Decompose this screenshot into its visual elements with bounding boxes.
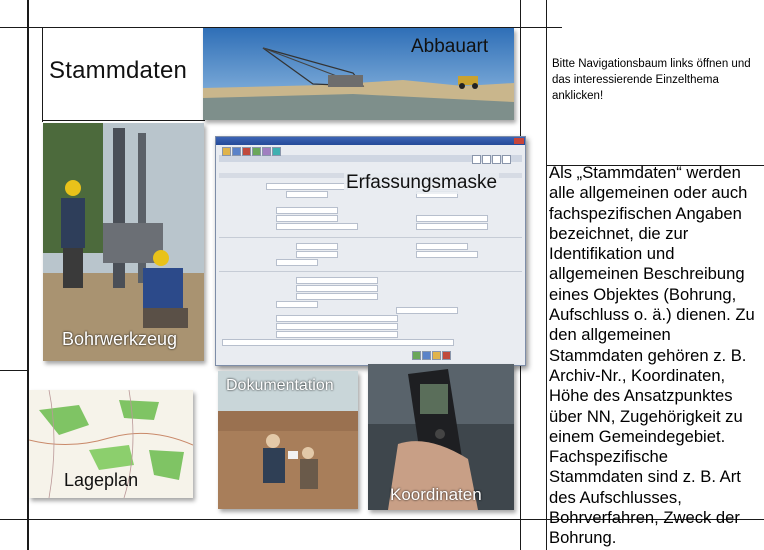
tile-label-dokumentation: Dokumentation (226, 377, 334, 394)
bohrwerkzeug-photo (43, 123, 204, 361)
globe-icon (272, 147, 281, 156)
form-field (276, 259, 318, 266)
form-field (416, 251, 478, 258)
form-field (416, 243, 468, 250)
description-text: Als „Stammdaten“ werden alle allgemeinen oder auch fachspezifischen Angaben bezeichnet, die zur Identifikation und allgemeinen Beschreibung eines Objektes (Bohrung, Aufschluss o. ä.) dienen. Zu den allgemeinen Stammdaten gehören z. B. Archiv-Nr., Koordinaten, Höhe des Ansatzpunktes über NN, Zugehörigkeit zu einem Gemeindegebiet. Fachspezifische Stammdaten sind z. B. Art des Aufschlusses, Bohrverfahren, Zweck der Bohrung. (549, 163, 755, 548)
tile-label-lageplan: Lageplan (64, 470, 139, 490)
form-field (296, 251, 338, 258)
form-field (296, 243, 338, 250)
folder-icon (432, 351, 441, 360)
tile-bohrwerkzeug[interactable] (43, 123, 204, 361)
form-divider (219, 271, 522, 272)
page-title: Stammdaten (49, 57, 188, 84)
form-field (296, 285, 378, 292)
check-icon (412, 351, 421, 360)
grid-line (0, 370, 28, 371)
form-field (222, 339, 454, 346)
form-field (276, 215, 338, 222)
form-field (416, 223, 488, 230)
save-icon (232, 147, 241, 156)
form-field (276, 207, 338, 214)
grid-line (42, 120, 205, 121)
tile-abbauart[interactable] (203, 28, 514, 120)
tile-erfassungsmaske[interactable] (215, 136, 526, 366)
form-field (276, 331, 398, 338)
tile-koordinaten[interactable] (368, 364, 514, 510)
save-icon (422, 351, 431, 360)
nav-prev-icon (482, 155, 491, 164)
chart-icon (262, 147, 271, 156)
grid-line (546, 0, 547, 550)
tile-label-bohrwerkzeug: Bohrwerkzeug (62, 329, 178, 349)
map-icon (252, 147, 261, 156)
form-field (276, 301, 318, 308)
form-field (286, 191, 328, 198)
tile-dokumentation[interactable] (218, 371, 358, 509)
navigation-hint: Bitte Navigationsbaum links öffnen und das interessierende Einzelthema anklicken! (552, 58, 751, 102)
form-window-titlebar (216, 137, 525, 145)
grid-line (42, 27, 43, 122)
form-field (396, 307, 458, 314)
tile-label-abbauart: Abbauart (411, 36, 489, 57)
folder-icon (222, 147, 231, 156)
form-field (266, 183, 348, 190)
form-field (276, 315, 398, 322)
nav-next-icon (492, 155, 501, 164)
tile-label-erfassungsmaske: Erfassungsmaske (346, 172, 498, 193)
form-divider (219, 237, 522, 238)
print-icon (242, 147, 251, 156)
form-field (296, 293, 378, 300)
tile-lageplan[interactable] (29, 390, 193, 498)
close-icon (514, 138, 524, 144)
nav-first-icon (472, 155, 481, 164)
delete-icon (442, 351, 451, 360)
nav-last-icon (502, 155, 511, 164)
tile-label-koordinaten: Koordinaten (390, 485, 482, 504)
form-field (296, 277, 378, 284)
form-field (416, 215, 488, 222)
form-field (276, 223, 358, 230)
form-field (276, 323, 398, 330)
